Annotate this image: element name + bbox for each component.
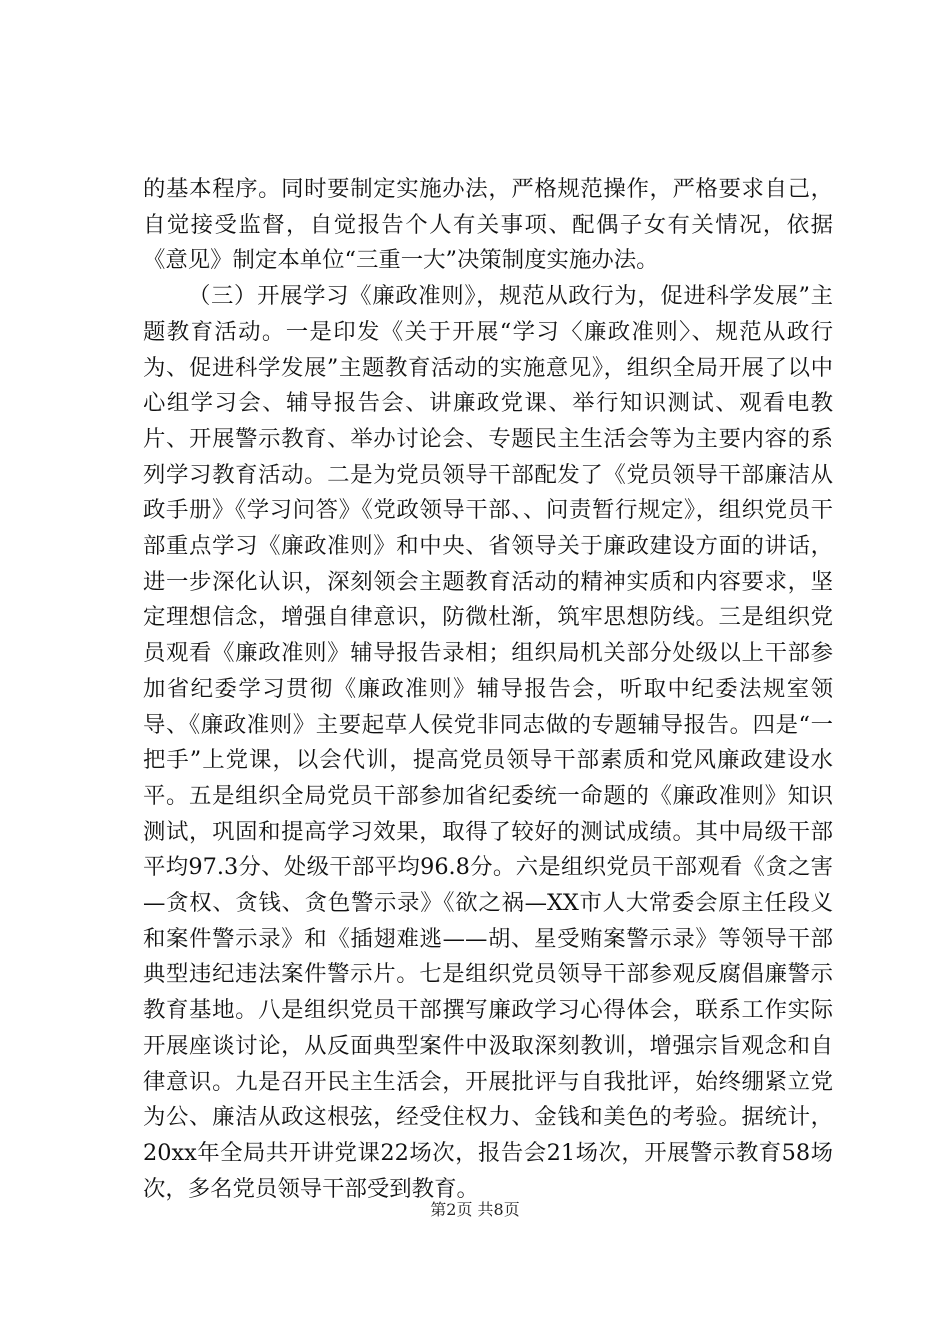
paragraph-section-three: （三）开展学习《廉政准则》，规范从政行为，促进科学发展”主题教育活动。一是印发《关于开展“学习〈廉政准则〉、规范从政行为、促进科学发展”主题教育活动的实施意见》，组织全局开展了以中心组学习会、辅导报告会、讲廉政党课、举行知识测试、观看电教片、开展警示教育、举办讨论会、专题民主生活会等为主要内容的系列学习教育活动。二是为党员领导干部配发了《党员领导干部廉洁从政手册》《学习问答》《党政领导干部、、问责暂行规定》，组织党员干部重点学习《廉政准则》和中央、省领导关于廉政建设方面的讲话，进一步深化认识，深刻领会主题教育活动的精神实质和内容要求，坚定理想信念，增强自律意识，防微杜渐，筑牢思想防线。三是组织党员观看《廉政准则》辅导报告录相；组织局机关部分处级以上干部参加省纪委学习贯彻《廉政准则》辅导报告会，听取中纪委法规室领导、《廉政准则》主要起草人侯党非同志做的专题辅导报告。四是“一把手”上党课，以会代训，提高党员领导干部素质和党风廉政建设水平。五是组织全局党员干部参加省纪委统一命题的《廉政准则》知识测试，巩固和提高学习效果，取得了较好的测试成绩。其中局级干部平均97.3分、处级干部平均96.8分。六是组织党员干部观看《贪之害—贪权、贪钱、贪色警示录》《欲之祸—XX市人大常委会原主任段义和案件警示录》和《插翅难逃——胡、星受贿案警示录》等领导干部典型违纪违法案件警示片。七是组织党员领导干部参观反腐倡廉警示教育基地。八是组织党员干部撰写廉政学习心得体会，联系工作实际开展座谈讨论，从反面典型案件中汲取深刻教训，增强宗旨观念和自律意识。九是召开民主生活会，开展批评与自我批评，始终绷紧立党为公、廉洁从政这根弦，经受住权力、金钱和美色的考验。据统计，20xx年全局共开讲党课22场次，报告会21场次，开展警示教育58场次，多名党员领导干部受到教育。	[143, 283, 833, 1202]
document-body	[143, 172, 833, 1207]
page-number: 第2页 共8页	[430, 1200, 520, 1219]
paragraph-continuation: 的基本程序。同时要制定实施办法，严格规范操作，严格要求自己，自觉接受监督，自觉报告个人有关事项、配偶子女有关情况，依据《意见》制定本单位“三重一大”决策制度实施办法。	[143, 176, 833, 274]
